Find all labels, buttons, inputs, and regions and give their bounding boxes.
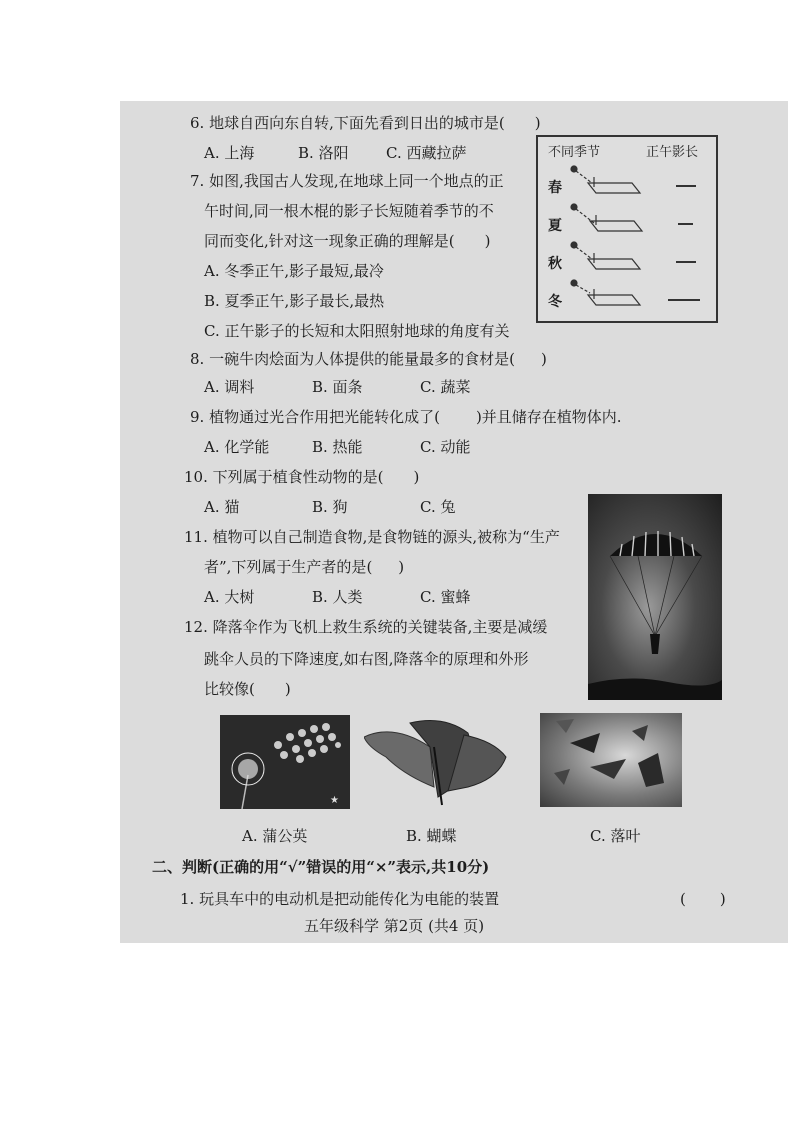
- q12-option-a: A. 蒲公英: [242, 827, 308, 845]
- question-12-line1: 12. 降落伞作为飞机上救生系统的关键装备,主要是减缓: [184, 618, 548, 636]
- q10-option-b: B. 狗: [312, 498, 348, 516]
- shadow-length-spring: [676, 185, 696, 187]
- season-winter: 冬: [548, 294, 562, 310]
- q9-option-a: A. 化学能: [204, 438, 270, 456]
- q6-option-b: B. 洛阳: [298, 144, 349, 162]
- q7-option-b: B. 夏季正午,影子最长,最热: [204, 292, 385, 310]
- q6-option-c: C. 西藏拉萨: [386, 144, 467, 162]
- q9-option-b: B. 热能: [312, 438, 363, 456]
- leaves-icon: [540, 713, 682, 807]
- q11-option-c: C. 蜜蜂: [420, 588, 471, 606]
- shadow-length-summer: [678, 223, 693, 225]
- judgement-answer-1: ( ): [680, 890, 726, 908]
- question-11-line1: 11. 植物可以自己制造食物,是食物链的源头,被称为“生产: [184, 528, 560, 546]
- figure-header-right: 正午影长: [646, 145, 699, 160]
- question-12-line2: 跳伞人员的下降速度,如右图,降落伞的原理和外形: [204, 650, 529, 668]
- question-10: 10. 下列属于植食性动物的是( ): [184, 468, 420, 486]
- question-7-line3: 同而变化,针对这一现象正确的理解是( ): [204, 232, 491, 250]
- season-shadow-drawing: [538, 137, 716, 321]
- q7-option-a: A. 冬季正午,影子最短,最冷: [204, 262, 384, 280]
- dandelion-icon: [220, 715, 350, 809]
- q8-option-b: B. 面条: [312, 378, 363, 396]
- q6-option-a: A. 上海: [204, 144, 255, 162]
- svg-text:★: ★: [330, 795, 339, 806]
- q10-option-a: A. 猫: [204, 498, 240, 516]
- shadow-length-winter: [668, 299, 700, 301]
- figure-header-left: 不同季节: [548, 145, 601, 160]
- season-autumn: 秋: [548, 256, 562, 272]
- judgement-question-1: 1. 玩具车中的电动机是把动能传化为电能的装置: [180, 890, 500, 908]
- dandelion-photo: [220, 715, 350, 809]
- question-11-line2: 者”,下列属于生产者的是( ): [204, 558, 405, 576]
- q12-option-c: C. 落叶: [590, 827, 641, 845]
- q12-option-b: B. 蝴蝶: [406, 827, 457, 845]
- butterfly-icon: [364, 717, 512, 809]
- exam-sheet: [120, 101, 788, 943]
- page-footer: 五年级科学 第2页 (共4 页): [304, 917, 485, 935]
- parachute-photo: [588, 494, 722, 700]
- season-summer: 夏: [548, 218, 562, 234]
- falling-leaves-photo: [540, 713, 682, 807]
- question-7-line1: 7. 如图,我国古人发现,在地球上同一个地点的正: [190, 172, 504, 190]
- section-2-title: 二、判断(正确的用“√”错误的用“×”表示,共10分): [152, 858, 490, 876]
- parachute-icon: [588, 494, 722, 700]
- q11-option-b: B. 人类: [312, 588, 363, 606]
- q7-option-c: C. 正午影子的长短和太阳照射地球的角度有关: [204, 322, 510, 340]
- question-9: 9. 植物通过光合作用把光能转化成了( )并且储存在植物体内.: [190, 408, 622, 426]
- q8-option-a: A. 调料: [204, 378, 255, 396]
- question-8: 8. 一碗牛肉烩面为人体提供的能量最多的食材是( ): [190, 350, 547, 368]
- q10-option-c: C. 兔: [420, 498, 456, 516]
- question-7-line2: 午时间,同一根木棍的影子长短随着季节的不: [204, 202, 494, 220]
- q8-option-c: C. 蔬菜: [420, 378, 471, 396]
- season-shadow-figure: [536, 135, 718, 323]
- butterfly-photo: [364, 717, 512, 809]
- question-6: 6. 地球自西向东自转,下面先看到日出的城市是( ): [190, 114, 541, 132]
- season-spring: 春: [548, 180, 562, 196]
- shadow-length-autumn: [676, 261, 696, 263]
- q9-option-c: C. 动能: [420, 438, 471, 456]
- question-12-line3: 比较像( ): [204, 680, 291, 698]
- q11-option-a: A. 大树: [204, 588, 255, 606]
